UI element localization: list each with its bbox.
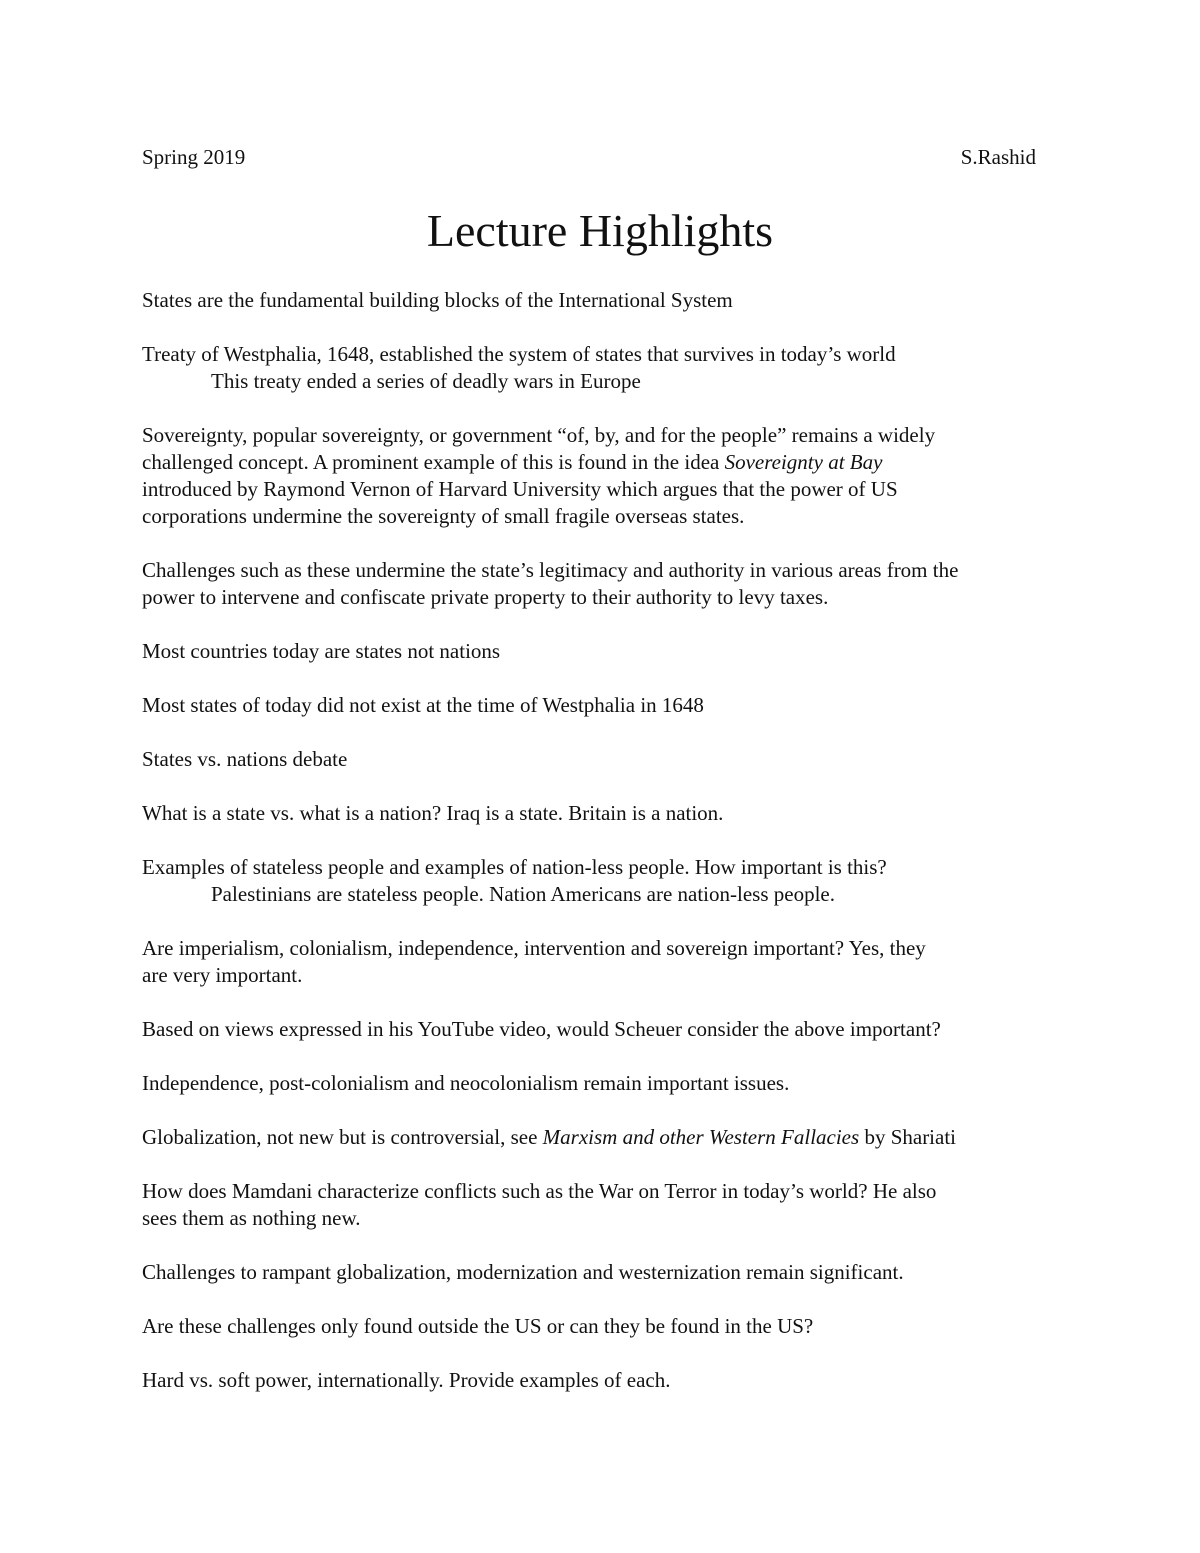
paragraph-line: power to intervene and confiscate private property to their authority to levy taxes. xyxy=(142,585,829,609)
paragraph-line: introduced by Raymond Vernon of Harvard University which argues that the power of US xyxy=(142,477,898,501)
paragraph-line: Sovereignty, popular sovereignty, or government “of, by, and for the people” remains a widely xyxy=(142,423,936,447)
paragraph-text: by Shariati xyxy=(859,1125,957,1149)
document-body xyxy=(142,287,1062,1421)
paragraph-7 xyxy=(142,746,1062,773)
paragraph-line: Challenges such as these undermine the state’s legitimacy and authority in various areas from the xyxy=(142,558,959,582)
paragraph-line: States vs. nations debate xyxy=(142,747,348,771)
paragraph-line: are very important. xyxy=(142,963,303,987)
paragraph-line: corporations undermine the sovereignty of small fragile overseas states. xyxy=(142,504,745,528)
paragraph-14 xyxy=(142,1178,1062,1232)
paragraph-line: sees them as nothing new. xyxy=(142,1206,361,1230)
page-title: Lecture Highlights xyxy=(426,205,774,256)
paragraph-12 xyxy=(142,1070,1062,1097)
paragraph-text: Globalization, not new but is controversial, see xyxy=(142,1125,543,1149)
paragraph-5 xyxy=(142,638,1062,665)
book-title-marxism: Marxism and other Western Fallacies xyxy=(542,1125,860,1149)
paragraph-6 xyxy=(142,692,1062,719)
book-title-sovereignty-at-bay: Sovereignty at Bay xyxy=(724,450,883,474)
paragraph-line: Examples of stateless people and examples of nation-less people. How important is this? xyxy=(142,855,887,879)
paragraph-3 xyxy=(142,422,1062,530)
paragraph-10 xyxy=(142,935,1062,989)
paragraph-line: What is a state vs. what is a nation? Iraq is a state. Britain is a nation. xyxy=(142,801,724,825)
paragraph-16 xyxy=(142,1313,1062,1340)
paragraph-line: Most countries today are states not nations xyxy=(142,639,501,663)
paragraph-line: Independence, post-colonialism and neocolonialism remain important issues. xyxy=(142,1071,790,1095)
paragraph-line: How does Mamdani characterize conflicts such as the War on Terror in today’s world? He also xyxy=(142,1179,937,1203)
paragraph-line: Hard vs. soft power, internationally. Provide examples of each. xyxy=(142,1368,671,1392)
paragraph-line: States are the fundamental building blocks of the International System xyxy=(142,288,733,312)
paragraph-text: challenged concept. A prominent example of this is found in the idea xyxy=(142,450,725,474)
paragraph-line xyxy=(142,1124,1062,1151)
paragraph-line-indented: Palestinians are stateless people. Nation Americans are nation-less people. xyxy=(211,882,835,906)
paragraph-13 xyxy=(142,1124,1062,1151)
paragraph-8 xyxy=(142,800,1062,827)
paragraph-line: Treaty of Westphalia, 1648, established the system of states that survives in today’s world xyxy=(142,342,896,366)
paragraph-line: Most states of today did not exist at the time of Westphalia in 1648 xyxy=(142,693,704,717)
paragraph-4 xyxy=(142,557,1062,611)
paragraph-line xyxy=(142,449,1062,476)
paragraph-line: Based on views expressed in his YouTube video, would Scheuer consider the above important? xyxy=(142,1017,941,1041)
paragraph-11 xyxy=(142,1016,1062,1043)
paragraph-1 xyxy=(142,287,1062,314)
paragraph-line-indented: This treaty ended a series of deadly wars in Europe xyxy=(211,369,641,393)
paragraph-line: Challenges to rampant globalization, modernization and westernization remain significant. xyxy=(142,1260,904,1284)
paragraph-17 xyxy=(142,1367,1062,1394)
header-author: S.Rashid xyxy=(960,145,1036,169)
paragraph-line: Are these challenges only found outside the US or can they be found in the US? xyxy=(142,1314,814,1338)
paragraph-15 xyxy=(142,1259,1062,1286)
paragraph-line: Are imperialism, colonialism, independence, intervention and sovereign important? Yes, they xyxy=(142,936,926,960)
header-term: Spring 2019 xyxy=(142,145,246,169)
paragraph-2 xyxy=(142,341,1062,395)
paragraph-9 xyxy=(142,854,1062,908)
